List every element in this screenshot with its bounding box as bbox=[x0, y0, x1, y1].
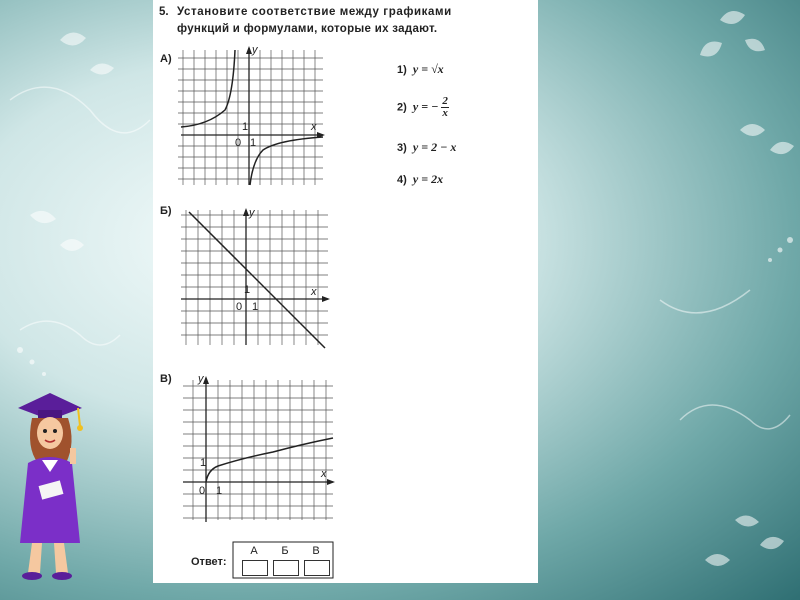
answer-column-c: В bbox=[312, 545, 320, 557]
answer-label: Ответ: bbox=[191, 556, 227, 568]
formula-2-number: 2) bbox=[397, 101, 407, 114]
answer-cell-a[interactable] bbox=[242, 560, 268, 576]
answer-column-a: А bbox=[250, 545, 258, 557]
formula-2-text: y = − bbox=[412, 99, 439, 114]
formula-1-text: y = √x bbox=[412, 62, 444, 76]
answer-column-b: Б bbox=[281, 545, 289, 557]
graph-a-tick-y1: 1 bbox=[242, 121, 249, 133]
graph-c-label: В) bbox=[160, 373, 172, 385]
graph-a-origin: 0 bbox=[235, 137, 242, 149]
formula-2-numerator: 2 bbox=[442, 95, 448, 107]
formula-2-denominator: x bbox=[442, 107, 448, 119]
answer-cell-c[interactable] bbox=[304, 560, 330, 576]
graph-b-tick-y1: 1 bbox=[244, 284, 251, 296]
task-number: 5. bbox=[159, 6, 169, 18]
formula-4-number: 4) bbox=[397, 174, 407, 186]
graph-b-y-label: y bbox=[249, 207, 255, 219]
graph-a-x-label: x bbox=[311, 121, 317, 133]
graph-a-tick-x1: 1 bbox=[250, 137, 257, 149]
task-line-1: Установите соответствие между графиками bbox=[177, 6, 452, 18]
task-sheet bbox=[153, 0, 538, 583]
graph-b-tick-x1: 1 bbox=[252, 301, 259, 313]
formula-3-text: y = 2 − x bbox=[412, 140, 457, 154]
graph-b-label: Б) bbox=[160, 205, 172, 217]
graph-a-label: А) bbox=[160, 53, 172, 65]
graph-c-x-label: x bbox=[321, 468, 327, 480]
task-line-2: функций и формулами, которые их задают. bbox=[177, 23, 438, 35]
graph-c-origin: 0 bbox=[199, 485, 206, 497]
answer-cell-b[interactable] bbox=[273, 560, 299, 576]
graph-a-y-label: y bbox=[252, 44, 258, 56]
graph-c-y-label: y bbox=[198, 373, 204, 385]
formula-1-number: 1) bbox=[397, 64, 407, 76]
graph-b-origin: 0 bbox=[236, 301, 243, 313]
answer-frame bbox=[153, 0, 538, 583]
graph-c-tick-y1: 1 bbox=[200, 457, 207, 469]
formula-3-number: 3) bbox=[397, 142, 407, 154]
graph-c-tick-x1: 1 bbox=[216, 485, 223, 497]
graph-b-x-label: x bbox=[311, 286, 317, 298]
graduate-teacher-illustration bbox=[10, 388, 90, 588]
formula-4-text: y = 2x bbox=[412, 172, 444, 186]
